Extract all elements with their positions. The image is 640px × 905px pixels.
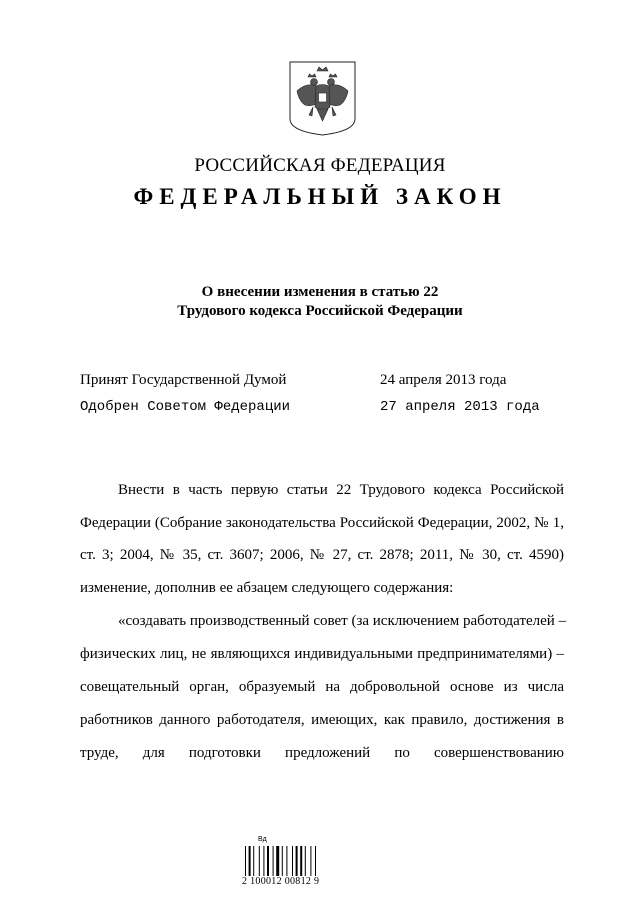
body-line: совещательный орган, образуемый на добровольной основе из числа	[80, 679, 564, 695]
body-line: ст. 3; 2004, № 35, ст. 3607; 2006, № 27, ст. 2878; 2011, № 30, ст. 4590)	[80, 547, 564, 563]
barcode-bar	[245, 846, 246, 876]
barcode-bar	[315, 846, 316, 876]
barcode-bar	[310, 846, 311, 876]
barcode-bar	[249, 846, 251, 876]
barcode-bar	[273, 846, 274, 876]
body-line: «создавать производственный совет (за исключением работодателей –	[118, 613, 567, 629]
law-title-line: Трудового кодекса Российской Федерации	[177, 303, 463, 319]
country-name: РОССИЙСКАЯ ФЕДЕРАЦИЯ	[194, 155, 446, 176]
barcode-bar	[296, 846, 298, 876]
barcode	[244, 846, 323, 876]
barcode-bar	[263, 846, 264, 876]
body-line: изменение, дополнив ее абзацем следующего содержания:	[80, 580, 454, 596]
state-emblem	[289, 61, 356, 136]
barcode-bar	[253, 846, 254, 876]
body-line: физических лиц, не являющихся индивидуальными предпринимателями) –	[80, 646, 564, 662]
barcode-bar	[267, 846, 269, 876]
barcode-number: 2 100012 00812 9	[242, 876, 320, 887]
adoption-duma-date: 24 апреля 2013 года	[380, 372, 507, 388]
body-line: Внести в часть первую статьи 22 Трудового кодекса Российской	[118, 482, 564, 498]
barcode-bar	[286, 846, 287, 876]
barcode-caption: Вд	[258, 836, 267, 843]
body-line: труде, для подготовки предложений по совершенствованию	[80, 745, 564, 761]
barcode-bar	[259, 846, 260, 876]
body-line: работников данного работодателя, имеющих, как правило, достижения в	[80, 712, 564, 728]
barcode-bar	[276, 846, 279, 876]
adoption-council-label: Одобрен Советом Федерации	[80, 399, 291, 415]
barcode-bar	[292, 846, 293, 876]
barcode-bar	[305, 846, 306, 876]
law-title	[0, 283, 640, 321]
adoption-council-date: 27 апреля 2013 года	[380, 399, 540, 415]
law-title-line: О внесении изменения в статью 22	[201, 284, 439, 300]
double-headed-eagle-icon	[289, 61, 356, 136]
adoption-duma-label: Принят Государственной Думой	[80, 372, 287, 388]
body-line: Федерации (Собрание законодательства Российской Федерации, 2002, № 1,	[80, 515, 564, 531]
document-type: ФЕДЕРАЛЬНЫЙ ЗАКОН	[133, 184, 507, 209]
barcode-bar	[300, 846, 302, 876]
barcode-bar	[282, 846, 283, 876]
